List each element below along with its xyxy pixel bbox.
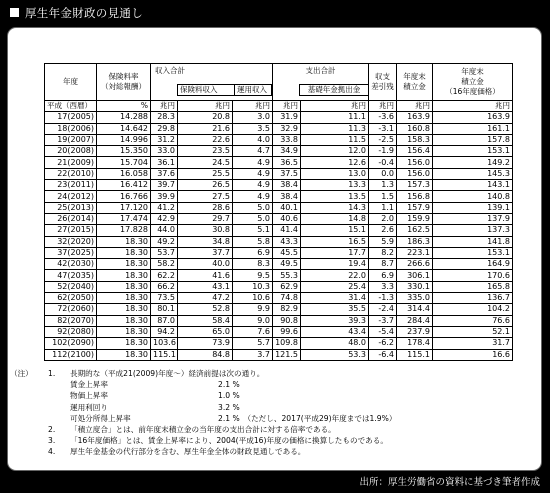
year-cell: 18(2006) (45, 123, 97, 134)
value-cell: 21.6 (178, 123, 233, 134)
table-row (45, 326, 513, 337)
value-cell: -6.2 (369, 338, 397, 349)
value-cell: 58.2 (151, 259, 178, 270)
table-row (45, 293, 513, 304)
value-cell: 19.4 (301, 259, 369, 270)
value-cell: -3.6 (369, 112, 397, 123)
value-cell: 115.1 (397, 349, 433, 360)
value-cell: 94.2 (151, 326, 178, 337)
value-cell: 109.8 (273, 338, 301, 349)
value-cell: 53.7 (151, 247, 178, 258)
value-cell: 43.3 (273, 236, 301, 247)
header-balance: 収支 差引残 (369, 64, 397, 101)
value-cell: 145.3 (433, 168, 513, 179)
table-row (45, 146, 513, 157)
value-cell: 5.7 (233, 338, 273, 349)
value-cell: 22.0 (301, 270, 369, 281)
value-cell: 16.058 (97, 168, 151, 179)
year-cell: 23(2011) (45, 180, 97, 191)
value-cell: 80.1 (151, 304, 178, 315)
value-cell: 4.9 (233, 180, 273, 191)
value-cell: 13.5 (301, 191, 369, 202)
value-cell: 13.0 (301, 168, 369, 179)
value-cell: 15.1 (301, 225, 369, 236)
value-cell: 1.1 (369, 202, 397, 213)
value-cell: 42.9 (151, 213, 178, 224)
value-cell: 266.6 (397, 259, 433, 270)
year-cell: 102(2090) (45, 338, 97, 349)
units-row: 平成（西暦） % 兆円 兆円 兆円 兆円 兆円 兆円 兆円 兆円 (45, 101, 513, 112)
table-row (45, 134, 513, 145)
value-cell: -3.7 (369, 315, 397, 326)
value-cell: 159.9 (397, 213, 433, 224)
table-row (45, 213, 513, 224)
value-cell: 41.6 (178, 270, 233, 281)
value-cell: 157.3 (397, 180, 433, 191)
year-cell: 82(2070) (45, 315, 97, 326)
value-cell: 141.8 (433, 236, 513, 247)
value-cell: 4.9 (233, 157, 273, 168)
value-cell: 40.0 (178, 259, 233, 270)
year-cell: 42(2030) (45, 259, 97, 270)
value-cell: 115.1 (151, 349, 178, 360)
value-cell: 28.3 (151, 112, 178, 123)
year-cell: 27(2015) (45, 225, 97, 236)
header-premium-rate: 保険料率 （対総報酬） (97, 64, 151, 101)
value-cell: 73.9 (178, 338, 233, 349)
value-cell: 32.9 (273, 123, 301, 134)
value-cell: 90.8 (273, 315, 301, 326)
value-cell: 314.4 (397, 304, 433, 315)
header-year: 年度 (45, 64, 97, 101)
value-cell: 16.5 (301, 236, 369, 247)
value-cell: 5.1 (233, 225, 273, 236)
value-cell: 17.474 (97, 213, 151, 224)
value-cell: 164.9 (433, 259, 513, 270)
value-cell: 11.3 (301, 123, 369, 134)
table-row (45, 247, 513, 258)
header-expense-total: 支出合計 基礎年金拠出金 (273, 64, 369, 101)
value-cell: 160.8 (397, 123, 433, 134)
value-cell: 99.6 (273, 326, 301, 337)
value-cell: 14.642 (97, 123, 151, 134)
value-cell: 66.2 (151, 281, 178, 292)
value-cell: 15.350 (97, 146, 151, 157)
year-cell: 17(2005) (45, 112, 97, 123)
value-cell: 38.4 (273, 180, 301, 191)
header-reserve-2004-prices: 年度末 積立金 （16年度価格） (433, 64, 513, 101)
value-cell: 40.6 (273, 213, 301, 224)
value-cell: 143.1 (433, 180, 513, 191)
value-cell: 22.6 (178, 134, 233, 145)
value-cell: 37.5 (273, 168, 301, 179)
value-cell: 3.5 (233, 123, 273, 134)
value-cell: 9.9 (233, 304, 273, 315)
square-bullet-icon (10, 8, 19, 17)
value-cell: 31.9 (273, 112, 301, 123)
value-cell: 104.2 (433, 304, 513, 315)
value-cell: 170.6 (433, 270, 513, 281)
value-cell: 18.30 (97, 304, 151, 315)
value-cell: -1.9 (369, 146, 397, 157)
value-cell: 4.9 (233, 168, 273, 179)
value-cell: 5.0 (233, 202, 273, 213)
year-cell: 92(2080) (45, 326, 97, 337)
value-cell: 5.8 (233, 236, 273, 247)
value-cell: 53.3 (301, 349, 369, 360)
table-row (45, 236, 513, 247)
value-cell: 40.1 (273, 202, 301, 213)
value-cell: 26.5 (178, 180, 233, 191)
table-row (45, 123, 513, 134)
value-cell: 37.6 (151, 168, 178, 179)
value-cell: 41.2 (151, 202, 178, 213)
value-cell: 43.1 (178, 281, 233, 292)
value-cell: 17.828 (97, 225, 151, 236)
table-row (45, 157, 513, 168)
value-cell: 58.4 (178, 315, 233, 326)
value-cell: 330.1 (397, 281, 433, 292)
value-cell: 149.2 (433, 157, 513, 168)
year-cell: 112(2100) (45, 349, 97, 360)
value-cell: 65.0 (178, 326, 233, 337)
value-cell: 28.6 (178, 202, 233, 213)
table-row (45, 202, 513, 213)
value-cell: -6.4 (369, 349, 397, 360)
value-cell: 14.288 (97, 112, 151, 123)
year-cell: 62(2050) (45, 293, 97, 304)
value-cell: 12.6 (301, 157, 369, 168)
value-cell: 35.5 (301, 304, 369, 315)
source-credit: 出所：厚生労働省の資料に基づき筆者作成 (359, 477, 540, 488)
year-cell: 20(2008) (45, 146, 97, 157)
value-cell: 8.2 (369, 247, 397, 258)
value-cell: 18.30 (97, 293, 151, 304)
year-cell: 72(2060) (45, 304, 97, 315)
year-cell: 52(2040) (45, 281, 97, 292)
value-cell: 31.7 (433, 338, 513, 349)
value-cell: 16.6 (433, 349, 513, 360)
value-cell: 4.0 (233, 134, 273, 145)
value-cell: 34.9 (273, 146, 301, 157)
value-cell: 20.8 (178, 112, 233, 123)
value-cell: 33.8 (273, 134, 301, 145)
value-cell: 178.4 (397, 338, 433, 349)
value-cell: 121.5 (273, 349, 301, 360)
header-reserve: 年度末 積立金 (397, 64, 433, 101)
value-cell: 38.4 (273, 191, 301, 202)
value-cell: 4.9 (233, 191, 273, 202)
value-cell: 10.3 (233, 281, 273, 292)
table-row (45, 225, 513, 236)
value-cell: -2.4 (369, 304, 397, 315)
table-row (45, 180, 513, 191)
value-cell: 49.2 (151, 236, 178, 247)
value-cell: 163.9 (397, 112, 433, 123)
value-cell: 49.5 (273, 259, 301, 270)
value-cell: 6.9 (369, 270, 397, 281)
value-cell: 153.1 (433, 146, 513, 157)
value-cell: 156.0 (397, 157, 433, 168)
value-cell: 18.30 (97, 270, 151, 281)
value-cell: -5.4 (369, 326, 397, 337)
value-cell: 39.7 (151, 180, 178, 191)
value-cell: 140.8 (433, 191, 513, 202)
value-cell: -3.1 (369, 123, 397, 134)
value-cell: 31.2 (151, 134, 178, 145)
value-cell: 15.704 (97, 157, 151, 168)
content-panel: 年度 保険料率 （対総報酬） 収入合計 保険料収入 運用収入 支出合計 基礎年金拠出金 収支 差引残 年度末 積立金 年度末 積立金 （16年度価格） 平成（西暦） % 兆円 兆円 兆円 兆円 兆円 兆円 兆円 兆円 17(2005) 14.288 28.3 20.8 3.0 31.9 11.1 -3.6 163.9 163.9 18(2006) 14.642 29.8 21.6 3.5 32.9 11.3 -3.1 160.8 161.1 19(2007) 14.996 31.2 22.6 4.0 33.8 11.5 -2.5 158.3 157.8 20(2008) 15.350 33.0 23.5 4.7 34.9 12.0 -1.9 156.4 153.1 21(2009) 15.704 36.1 24.5 4.9 36.5 12.6 -0.4 156.0 149.2 22(2010) 16.058 37.6 25.5 4.9 37.5 13.0 0.0 156.0 145.3 23(2011) 16.412 39.7 26.5 4.9 38.4 13.3 1.3 157.3 143.1 24(2012) 16.766 39.9 27.5 4.9 38.4 13.5 1.5 156.8 140.8 25(2013) 17.120 41.2 28.6 5.0 40.1 14.3 1.1 157.9 139.1 26(2014) 17.474 42.9 29.7 5.0 40.6 14.8 2.0 159.9 137.9 27(2015) 17.828 44.0 30.8 5.1 41.4 15.1 2.6 162.5 137.3 32(2020) 18.30 49.2 34.8 5.8 43.3 16.5 5.9 186.3 141.8 37(2025) 18.30 53.7 37.7 6.9 45.5 17.7 8.2 223.1 153.1 42(2030) 18.30 58.2 40.0 8.3 49.5 19.4 8.7 266.6 164.9 47(2035) 18.30 62.2 41.6 9.5 55.3 22.0 6.9 306.1 170.6 52(2040) 18.30 66.2 43.1 10.3 62.9 25.4 3.3 330.1 165.8 62(2050) 18.30 73.5 47.2 10.6 74.8 31.4 -1.3 335.0 136.7 72(2060) 18.30 80.1 52.8 9.9 82.9 35.5 -2.4 314.4 104.2 82(2070) 18.30 87.0 58.4 9.0 90.8 39.3 -3.7 284.4 76.6 92(2080) 18.30 94.2 65.0 7.6 99.6 43.4 -5.4 237.9 52.1 102(2090) 18.30 103.6 73.9 5.7 109.8 48.0 -6.2 178.4 31.7 112(2100) 18.30 115.1 84.8 3.7 121.5 53.3 -6.4 115.1 16.6 （注） 1. 長期的な（平成21(2009)年度～）経済前提は次の通り。 賃金上昇率 2.1 % 物価上昇率 1.0 % 運用利回り 3.2 % 可処分所得上昇率 2.1 % （ただし、2017(平成29)年度までは1.9%） 2. 「積立度合」とは、前年度末積立金の当年度の支出合計に対する倍率である。 3. 「16年度価格」とは、賃金上昇率により、2004(平成16)年度の価格に換算したものである。 4. 厚生年金基金の代行部分を含む、厚生年金全体の財政見通しである。 (8, 28, 541, 470)
table-row (45, 281, 513, 292)
value-cell: 36.5 (273, 157, 301, 168)
year-cell: 24(2012) (45, 191, 97, 202)
value-cell: 13.3 (301, 180, 369, 191)
value-cell: 16.766 (97, 191, 151, 202)
value-cell: 84.8 (178, 349, 233, 360)
year-cell: 37(2025) (45, 247, 97, 258)
value-cell: 1.5 (369, 191, 397, 202)
value-cell: 5.9 (369, 236, 397, 247)
value-cell: 55.3 (273, 270, 301, 281)
table-row (45, 259, 513, 270)
value-cell: 11.5 (301, 134, 369, 145)
value-cell: 74.8 (273, 293, 301, 304)
value-cell: 39.9 (151, 191, 178, 202)
value-cell: 29.7 (178, 213, 233, 224)
value-cell: 87.0 (151, 315, 178, 326)
value-cell: 36.1 (151, 157, 178, 168)
value-cell: 30.8 (178, 225, 233, 236)
value-cell: 2.0 (369, 213, 397, 224)
value-cell: 156.8 (397, 191, 433, 202)
value-cell: 186.3 (397, 236, 433, 247)
value-cell: 18.30 (97, 236, 151, 247)
value-cell: 18.30 (97, 338, 151, 349)
value-cell: 18.30 (97, 247, 151, 258)
value-cell: 136.7 (433, 293, 513, 304)
value-cell: 31.4 (301, 293, 369, 304)
value-cell: 12.0 (301, 146, 369, 157)
value-cell: 8.7 (369, 259, 397, 270)
value-cell: 162.5 (397, 225, 433, 236)
value-cell: 52.1 (433, 326, 513, 337)
table-row (45, 168, 513, 179)
value-cell: 139.1 (433, 202, 513, 213)
year-cell: 32(2020) (45, 236, 97, 247)
value-cell: 18.30 (97, 315, 151, 326)
value-cell: 25.4 (301, 281, 369, 292)
value-cell: -1.3 (369, 293, 397, 304)
value-cell: 14.996 (97, 134, 151, 145)
table-row (45, 112, 513, 123)
year-cell: 25(2013) (45, 202, 97, 213)
value-cell: 18.30 (97, 349, 151, 360)
year-cell: 47(2035) (45, 270, 97, 281)
value-cell: 165.8 (433, 281, 513, 292)
pension-finance-table (44, 63, 513, 361)
year-cell: 26(2014) (45, 213, 97, 224)
value-cell: 24.5 (178, 157, 233, 168)
value-cell: 157.9 (397, 202, 433, 213)
value-cell: 11.1 (301, 112, 369, 123)
value-cell: 76.6 (433, 315, 513, 326)
value-cell: 52.8 (178, 304, 233, 315)
value-cell: 44.0 (151, 225, 178, 236)
value-cell: 62.2 (151, 270, 178, 281)
value-cell: 9.0 (233, 315, 273, 326)
year-cell: 22(2010) (45, 168, 97, 179)
value-cell: 10.6 (233, 293, 273, 304)
value-cell: 163.9 (433, 112, 513, 123)
table-row (45, 315, 513, 326)
value-cell: 18.30 (97, 326, 151, 337)
value-cell: 73.5 (151, 293, 178, 304)
value-cell: 43.4 (301, 326, 369, 337)
table-row (45, 349, 513, 360)
value-cell: 3.3 (369, 281, 397, 292)
value-cell: 0.0 (369, 168, 397, 179)
header-income-total: 収入合計 保険料収入 運用収入 (151, 64, 273, 101)
value-cell: 37.7 (178, 247, 233, 258)
year-cell: 19(2007) (45, 134, 97, 145)
value-cell: 16.412 (97, 180, 151, 191)
value-cell: 48.0 (301, 338, 369, 349)
table-row (45, 338, 513, 349)
header-premium-income: 保険料収入 (177, 84, 235, 96)
value-cell: 237.9 (397, 326, 433, 337)
value-cell: 335.0 (397, 293, 433, 304)
value-cell: 7.6 (233, 326, 273, 337)
value-cell: 27.5 (178, 191, 233, 202)
table-row (45, 191, 513, 202)
value-cell: 25.5 (178, 168, 233, 179)
value-cell: 306.1 (397, 270, 433, 281)
value-cell: 156.0 (397, 168, 433, 179)
value-cell: 18.30 (97, 259, 151, 270)
value-cell: 39.3 (301, 315, 369, 326)
value-cell: 1.3 (369, 180, 397, 191)
value-cell: 2.6 (369, 225, 397, 236)
value-cell: 3.7 (233, 349, 273, 360)
value-cell: 34.8 (178, 236, 233, 247)
value-cell: 8.3 (233, 259, 273, 270)
value-cell: 156.4 (397, 146, 433, 157)
value-cell: 45.5 (273, 247, 301, 258)
value-cell: 223.1 (397, 247, 433, 258)
value-cell: 41.4 (273, 225, 301, 236)
value-cell: -0.4 (369, 157, 397, 168)
value-cell: 3.0 (233, 112, 273, 123)
value-cell: 9.5 (233, 270, 273, 281)
value-cell: 18.30 (97, 281, 151, 292)
value-cell: 62.9 (273, 281, 301, 292)
value-cell: 33.0 (151, 146, 178, 157)
header-basic-pension: 基礎年金拠出金 (299, 84, 368, 96)
year-cell: 21(2009) (45, 157, 97, 168)
header-investment-income: 運用収入 (235, 84, 272, 96)
value-cell: 17.7 (301, 247, 369, 258)
value-cell: 14.8 (301, 213, 369, 224)
value-cell: 157.8 (433, 134, 513, 145)
value-cell: -2.5 (369, 134, 397, 145)
table-row (45, 270, 513, 281)
value-cell: 158.3 (397, 134, 433, 145)
value-cell: 153.1 (433, 247, 513, 258)
value-cell: 284.4 (397, 315, 433, 326)
table-row (45, 304, 513, 315)
value-cell: 6.9 (233, 247, 273, 258)
value-cell: 14.3 (301, 202, 369, 213)
value-cell: 137.9 (433, 213, 513, 224)
value-cell: 137.3 (433, 225, 513, 236)
value-cell: 17.120 (97, 202, 151, 213)
value-cell: 29.8 (151, 123, 178, 134)
value-cell: 82.9 (273, 304, 301, 315)
page-title: 厚生年金財政の見通し (10, 4, 143, 22)
value-cell: 103.6 (151, 338, 178, 349)
value-cell: 5.0 (233, 213, 273, 224)
value-cell: 161.1 (433, 123, 513, 134)
value-cell: 4.7 (233, 146, 273, 157)
value-cell: 47.2 (178, 293, 233, 304)
value-cell: 23.5 (178, 146, 233, 157)
